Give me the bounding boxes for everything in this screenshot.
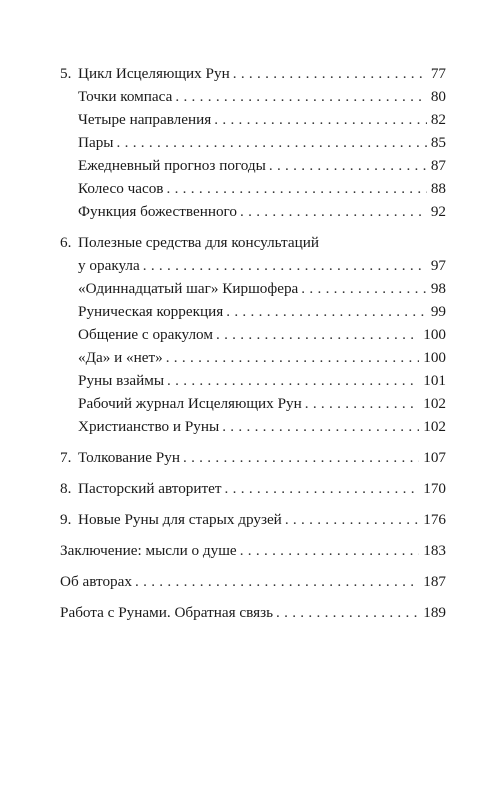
item-title: «Да» и «нет» bbox=[78, 349, 163, 366]
dot-leader bbox=[301, 277, 427, 300]
toc-chapter-7[interactable] bbox=[60, 446, 446, 469]
chapter-title: Цикл Исцеляющих Рун bbox=[78, 65, 230, 82]
spacer bbox=[60, 438, 446, 446]
dot-leader bbox=[240, 200, 427, 223]
toc-chapter-8[interactable] bbox=[60, 477, 446, 500]
item-title: Христианство и Руны bbox=[78, 418, 220, 435]
dot-leader bbox=[214, 108, 427, 131]
page-number: 77 bbox=[430, 65, 446, 82]
item-title: Четыре направления bbox=[78, 111, 212, 128]
page-number: 107 bbox=[423, 449, 446, 466]
toc-about-authors[interactable] bbox=[60, 570, 446, 593]
dot-leader bbox=[183, 446, 419, 469]
page-number: 189 bbox=[423, 604, 446, 621]
toc-item[interactable] bbox=[60, 392, 446, 415]
chapter-number: 9. bbox=[60, 511, 72, 528]
dot-leader bbox=[117, 131, 427, 154]
page-number: 87 bbox=[430, 157, 446, 174]
item-title: Пары bbox=[78, 134, 114, 151]
toc-item[interactable] bbox=[60, 300, 446, 323]
page-number: 176 bbox=[423, 511, 446, 528]
dot-leader bbox=[225, 477, 420, 500]
item-title: Общение с оракулом bbox=[78, 326, 213, 343]
page-number: 100 bbox=[423, 349, 446, 366]
item-title: Руны взаймы bbox=[78, 372, 165, 389]
toc-item[interactable] bbox=[60, 154, 446, 177]
spacer bbox=[60, 223, 446, 231]
toc-item[interactable] bbox=[60, 369, 446, 392]
toc-chapter-6[interactable] bbox=[60, 254, 446, 277]
page-number: 82 bbox=[430, 111, 446, 128]
toc-item[interactable] bbox=[60, 346, 446, 369]
page-number: 85 bbox=[430, 134, 446, 151]
page-number: 97 bbox=[430, 257, 446, 274]
toc-chapter-9[interactable] bbox=[60, 508, 446, 531]
item-title: Точки компаса bbox=[78, 88, 173, 105]
section-title: Работа с Рунами. Обратная связь bbox=[60, 604, 273, 621]
dot-leader bbox=[233, 62, 427, 85]
toc-conclusion[interactable] bbox=[60, 539, 446, 562]
page-number: 170 bbox=[423, 480, 446, 497]
item-title: Колесо часов bbox=[78, 180, 164, 197]
page-number: 101 bbox=[423, 372, 446, 389]
toc-item[interactable] bbox=[60, 415, 446, 438]
page-number: 99 bbox=[430, 303, 446, 320]
page-number: 98 bbox=[430, 280, 446, 297]
page-number: 92 bbox=[430, 203, 446, 220]
page-number: 80 bbox=[430, 88, 446, 105]
chapter-title: Полезные средства для консультаций bbox=[78, 234, 319, 251]
toc-item[interactable] bbox=[60, 131, 446, 154]
page-number: 102 bbox=[423, 395, 446, 412]
dot-leader bbox=[276, 601, 419, 624]
toc-item[interactable] bbox=[60, 108, 446, 131]
item-title: Руническая коррекция bbox=[78, 303, 224, 320]
page-number: 102 bbox=[423, 418, 446, 435]
dot-leader bbox=[166, 346, 420, 369]
toc-item[interactable] bbox=[60, 323, 446, 346]
dot-leader bbox=[226, 300, 427, 323]
chapter-title-continued: у оракула bbox=[78, 257, 140, 274]
dot-leader bbox=[135, 570, 419, 593]
spacer bbox=[60, 500, 446, 508]
toc-item[interactable] bbox=[60, 200, 446, 223]
toc-item[interactable] bbox=[60, 177, 446, 200]
dot-leader bbox=[167, 369, 419, 392]
dot-leader bbox=[222, 415, 419, 438]
chapter-title: Пасторский авторитет bbox=[78, 480, 222, 497]
spacer bbox=[60, 469, 446, 477]
item-title: «Одиннадцатый шаг» Киршофера bbox=[78, 280, 299, 297]
chapter-title: Толкование Рун bbox=[78, 449, 180, 466]
toc-item[interactable] bbox=[60, 277, 446, 300]
page-number: 100 bbox=[423, 326, 446, 343]
spacer bbox=[60, 562, 446, 570]
dot-leader bbox=[166, 177, 426, 200]
item-title: Функция божественного bbox=[78, 203, 237, 220]
chapter-number: 7. bbox=[60, 449, 72, 466]
toc-chapter-5[interactable] bbox=[60, 62, 446, 85]
dot-leader bbox=[285, 508, 419, 531]
toc-feedback[interactable] bbox=[60, 601, 446, 624]
dot-leader bbox=[269, 154, 427, 177]
toc-item[interactable] bbox=[60, 85, 446, 108]
dot-leader bbox=[240, 539, 420, 562]
item-title: Ежедневный прогноз погоды bbox=[78, 157, 266, 174]
toc-chapter-6-heading[interactable] bbox=[60, 231, 446, 254]
spacer bbox=[60, 593, 446, 601]
page-number: 187 bbox=[423, 573, 446, 590]
dot-leader bbox=[305, 392, 419, 415]
chapter-number: 6. bbox=[60, 234, 72, 251]
chapter-number: 8. bbox=[60, 480, 72, 497]
chapter-number: 5. bbox=[60, 65, 72, 82]
page-number: 88 bbox=[430, 180, 446, 197]
item-title: Рабочий журнал Исцеляющих Рун bbox=[78, 395, 302, 412]
dot-leader bbox=[143, 254, 427, 277]
table-of-contents bbox=[60, 62, 446, 624]
page-number: 183 bbox=[423, 542, 446, 559]
dot-leader bbox=[175, 85, 426, 108]
chapter-title: Новые Руны для старых друзей bbox=[78, 511, 282, 528]
spacer bbox=[60, 531, 446, 539]
dot-leader bbox=[216, 323, 419, 346]
section-title: Заключение: мысли о душе bbox=[60, 542, 237, 559]
section-title: Об авторах bbox=[60, 573, 132, 590]
